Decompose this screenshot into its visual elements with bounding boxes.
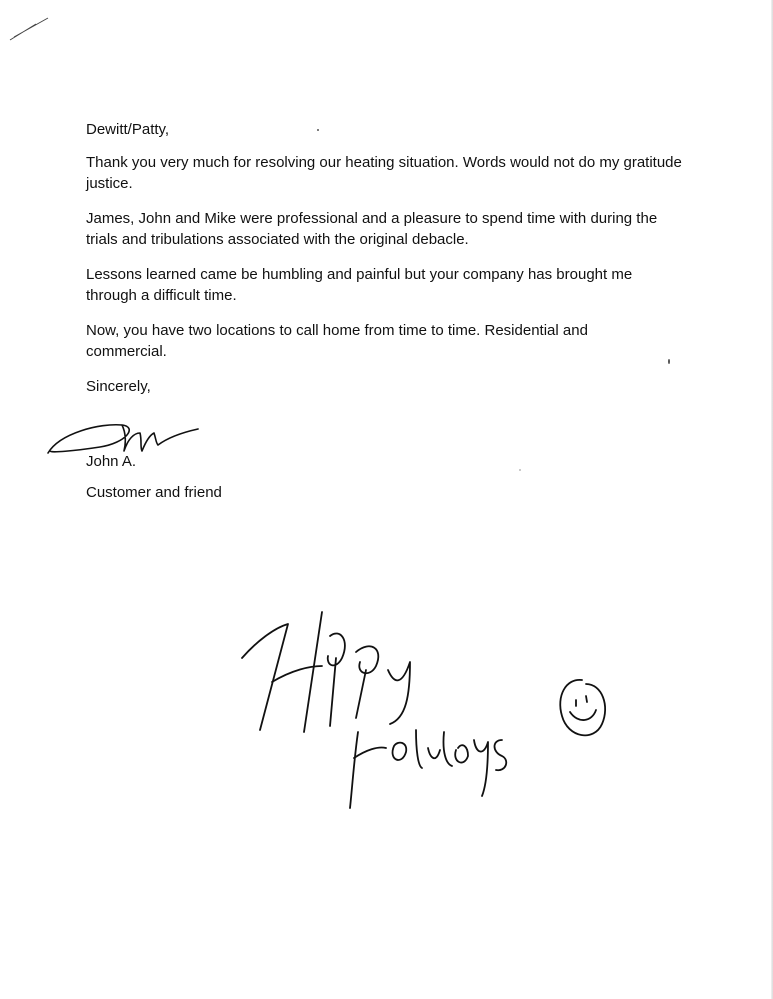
signer-title: Customer and friend xyxy=(86,484,222,501)
smiley-face-icon xyxy=(560,680,605,735)
letter-closing: Sincerely, xyxy=(86,378,151,395)
handwritten-happy-holidays-note xyxy=(230,600,620,830)
letter-body xyxy=(86,119,686,397)
paper-speck xyxy=(519,469,521,471)
corner-pen-mark xyxy=(8,10,54,44)
signer-name: John A. xyxy=(86,453,137,470)
letter-paragraph: Lessons learned came be humbling and painful but your company has brought me through a difficult time. xyxy=(86,266,633,304)
letter-paragraph: Now, you have two locations to call home from time to time. Residential and commercial. xyxy=(86,322,588,360)
letter-greeting: Dewitt/Patty, xyxy=(86,121,170,138)
letter-paragraph: Thank you very much for resolving our heating situation. Words would not do my gratitude justice. xyxy=(86,154,682,192)
letter-paragraph: James, John and Mike were professional and a pleasure to spend time with during the trials and tribulations associated with the original debacle. xyxy=(86,210,658,248)
